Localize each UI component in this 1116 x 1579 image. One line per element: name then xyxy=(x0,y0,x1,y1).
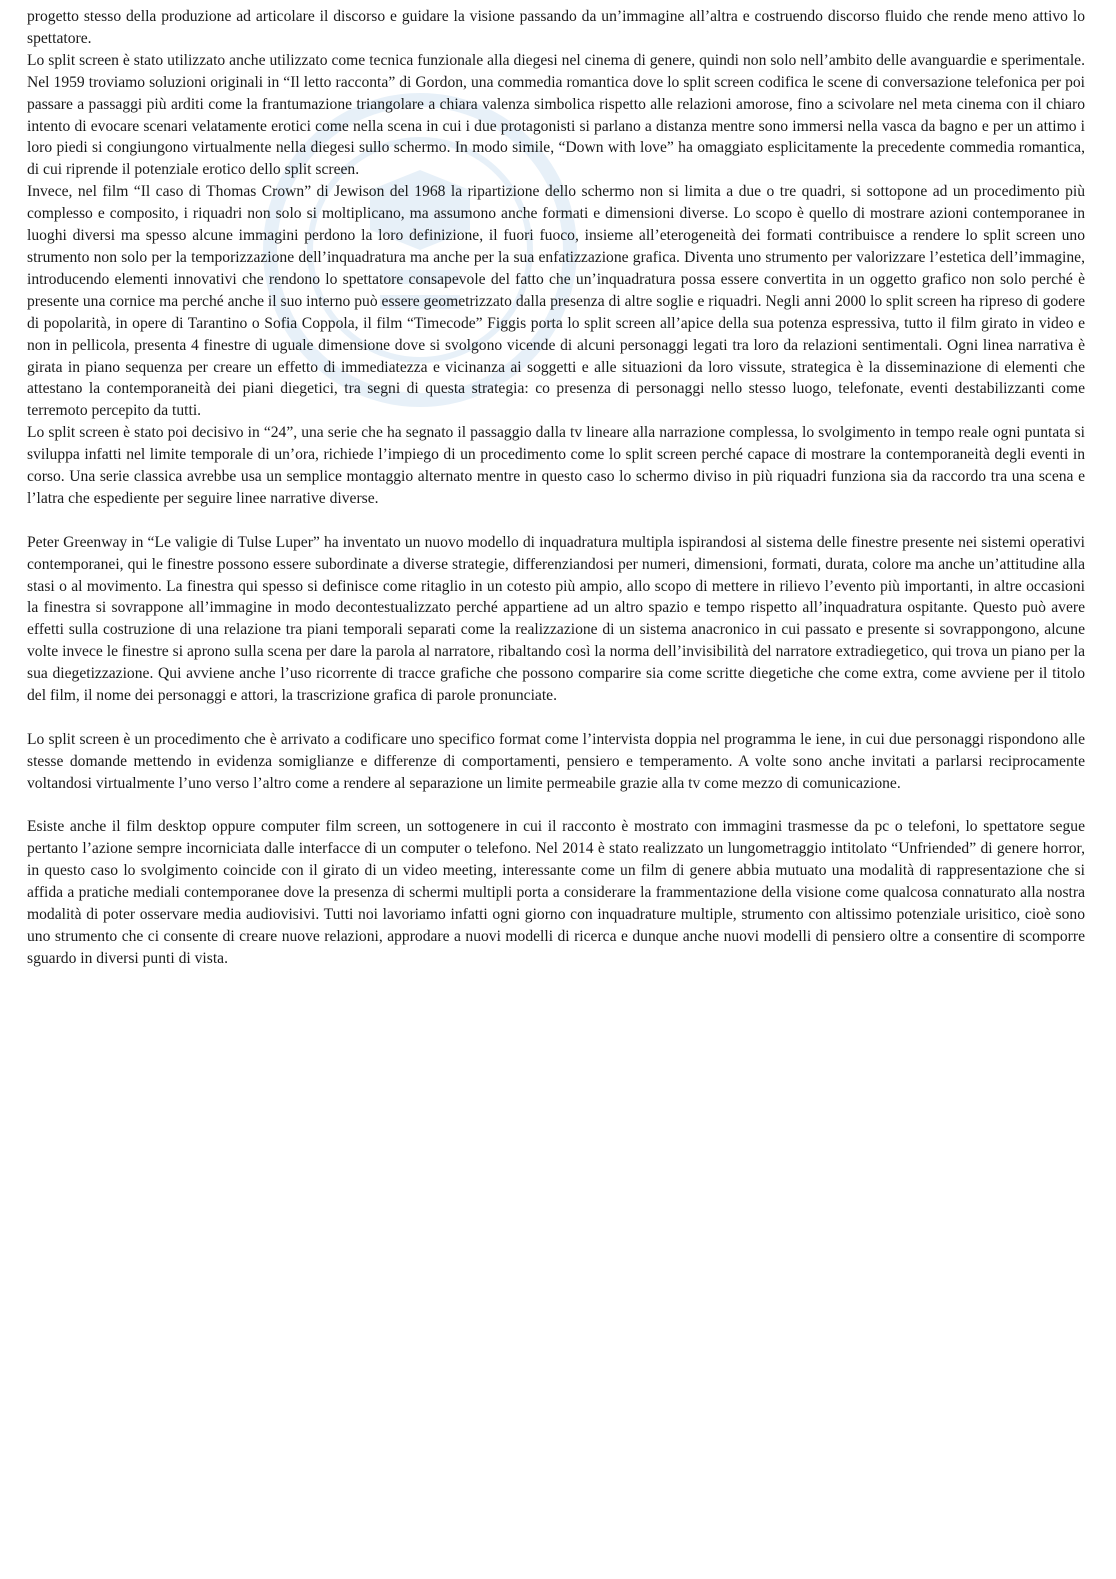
paragraph-6: Lo split screen è un procedimento che è arrivato a codificare uno specifico format come l’intervista doppia nel programma le iene, in cui due personaggi rispondono alle stesse domande mettendo in evidenza somiglianze e differenze di comportamenti, pensiero e temperamento. A volte sono anche invitati a parlarsi reciprocamente voltandosi virtualmente l’uno verso l’altro come a rendere al separazione un limite permeabile grazie alla tv come mezzo di comunicazione. xyxy=(27,730,1085,792)
paragraph-5: Peter Greenway in “Le valigie di Tulse Luper” ha inventato un nuovo modello di inquadratura multipla ispirandosi al sistema delle finestre presente nei sistemi operativi contemporanei, qui le finestre possono essere subordinate a diverse strategie, differenziandosi per numeri, dimensioni, formati, durata, colore ma anche un’attitudine alla stasi o al movimento. La finestra qui spesso si definisce come ritaglio in un cotesto più ampio, allo scopo di mettere in rilievo l’evento più importanti, in altre occasioni la finestra si sovrappone all’immagine in modo decontestualizzato perché appartiene ad un altro spazio e tempo rispetto all’inquadratura ospitante. Questo può avere effetti sulla costruzione di una relazione tra piani temporali separati come la realizzazione di un sistema anacronico in cui passato e presente si sovrappongono, alcune volte invece le finestre si aprono sulla scena per dare la parola al narratore, ribaltando così la norma dell’invisibilità del narratore extradiegetico, qui trova un piano per la sua diegetizzazione. Qui avviene anche l’uso ricorrente di tracce grafiche che possono comparire sia come scritte diegetiche che come extra, come avviene per il titolo del film, il nome dei personaggi e attori, la trascrizione grafica di parole pronunciate. xyxy=(27,533,1085,705)
paragraph-4: Lo split screen è stato poi decisivo in “24”, una serie che ha segnato il passaggio dalla tv lineare alla narrazione complessa, lo svolgimento in tempo reale ogni puntata si sviluppa infatti nel limite temporale di un’ora, richiede l’impiego di un procedimento come lo split screen perché capace di mostrare la contemporaneità degli eventi in corso. Una serie classica avrebbe usa un semplice montaggio alternato mentre in questo caso lo schermo diviso in più riquadri funziona sia da raccordo tra una scena e l’latra che espediente per seguire linee narrative diverse. xyxy=(27,424,1085,507)
paragraph-7: Esiste anche il film desktop oppure computer film screen, un sottogenere in cui il racconto è mostrato con immagini trasmesse da pc o telefoni, lo spettatore segue pertanto l’azione sempre incorniciata dalle interfacce di un computer o telefono. Nel 2014 è stato realizzato un lungometraggio intitolato “Unfriended” di genere horror, in questo caso lo svolgimento coincide con il girato di un video meeting, interessante come un film di genere abbia mutuato una modalità di rappresentazione che si affida a pratiche mediali contemporanee dove la presenza di schermi multipli porta a considerare la frammentazione della visione come qualcosa connaturato alla nostra modalità di poter osservare media audiovisivi. Tutti noi lavoriamo infatti ogni giorno con inquadrature multiple, strumento con altissimo potenziale urisitico, cioè sono uno strumento che ci consente di creare nuove relazioni, approdare a nuovi modelli di ricerca e dunque anche nuovi modelli di pensiero oltre a consentire di scomporre sguardo in diversi punti di vista. xyxy=(27,818,1085,967)
document-page xyxy=(27,6,1085,970)
paragraph-1: progetto stesso della produzione ad articolare il discorso e guidare la visione passando da un’immagine all’altra e costruendo discorso fluido che rende meno attivo lo spettatore. xyxy=(27,8,1085,47)
paragraph-3: Invece, nel film “Il caso di Thomas Crown” di Jewison del 1968 la ripartizione dello schermo non si limita a due o tre quadri, si sottopone ad un procedimento più complesso e composito, i riquadri non solo si moltiplicano, ma assumono anche formati e dimensioni diverse. Lo scopo è quello di mostrare azioni contemporanee in luoghi diversi ma spesso alcune immagini perdono la loro definizione, il fuori fuoco, insieme all’eterogeneità dei formati contribuisce a rendere lo split screen uno strumento non solo per la temporizzazione dell’inquadratura ma anche per la sua enfatizzazione grafica. Diventa uno strumento per valorizzare l’estetica dell’immagine, introducendo elementi innovativi che rendono lo spettatore consapevole del fatto che un’inquadratura possa essere convertita in un oggetto grafico non solo perché è presente una cornice ma perché anche il suo interno può essere geometrizzato dalla presenza di altre soglie e riquadri. Negli anni 2000 lo split screen ha ripreso di godere di popolarità, in opere di Tarantino o Sofia Coppola, il film “Timecode” Figgis porta lo split screen all’apice della sua potenza espressiva, tutto il film girato in video e non in pellicola, presenta 4 finestre di uguale dimensione dove si svolgono vicende di alcuni personaggi legati tra loro da relazioni sentimentali. Ogni linea narrativa è girata in piano sequenza per creare un effetto di immediatezza e vicinanza ai soggetti e alle situazioni da loro vissute, strategica è la disseminazione di elementi che attestano la contemporaneità dei piani diegetici, tra segni di questa strategia: co presenza di personaggi nello stesso luogo, telefonate, eventi destabilizzanti come terremoto percepito da tutti. xyxy=(27,183,1085,420)
paragraph-2: Lo split screen è stato utilizzato anche utilizzato come tecnica funzionale alla diegesi nel cinema di genere, quindi non solo nell’ambito delle avanguardie e sperimentale. Nel 1959 troviamo soluzioni originali in “Il letto racconta” di Gordon, una commedia romantica dove lo split screen codifica le scene di conversazione telefonica per poi passare a passaggi più arditi come la frantumazione triangolare a chiara valenza simbolica rispetto alle relazioni amorose, fino a scivolare nel meta cinema con il chiaro intento di evocare scenari velatamente erotici come nella scena in cui i due protagonisti si parlano a distanza mentre sono immersi nella vasca da bagno e per un attimo i loro piedi si congiungono virtualmente nella diegesi sullo schermo. In modo simile, “Down with love” ha omaggiato esplicitamente la precedente commedia romantica, di cui riprende il potenziale erotico dello split screen. xyxy=(27,51,1085,179)
